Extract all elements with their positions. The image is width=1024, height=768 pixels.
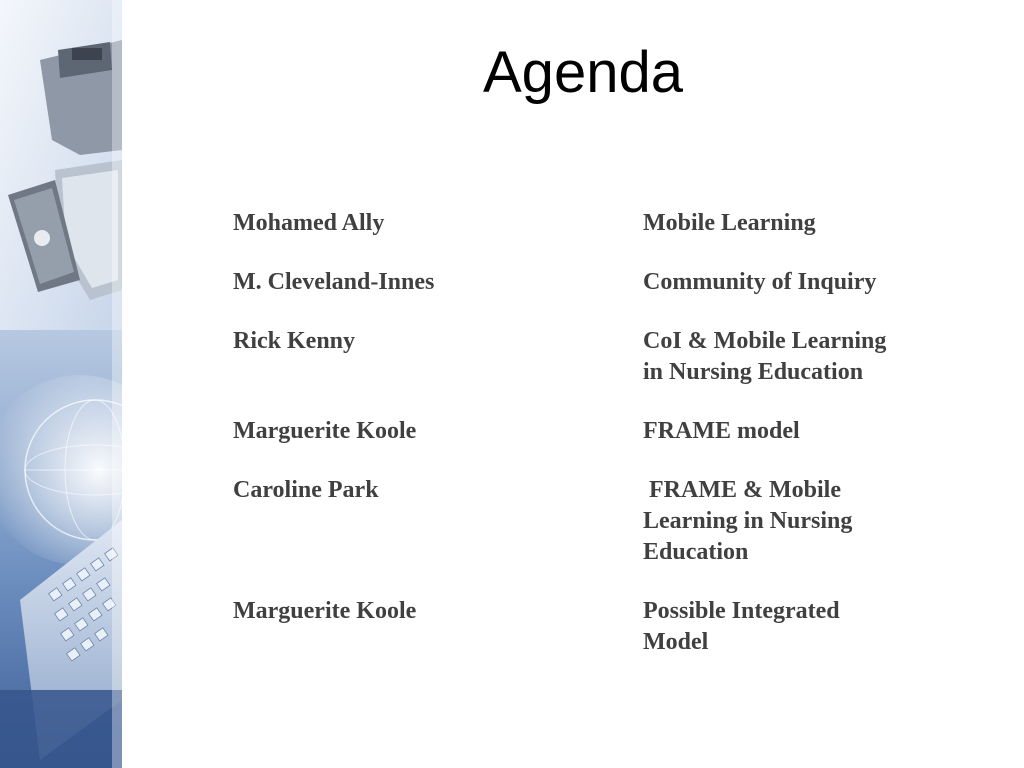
agenda-row bbox=[233, 208, 973, 239]
agenda-table bbox=[233, 208, 973, 686]
agenda-speaker: Marguerite Koole bbox=[233, 598, 417, 624]
agenda-speaker: Mohamed Ally bbox=[233, 210, 385, 236]
agenda-row bbox=[233, 416, 973, 447]
agenda-speaker: Rick Kenny bbox=[233, 328, 356, 354]
agenda-topic: Mobile Learning bbox=[643, 210, 816, 236]
agenda-topic: Community of Inquiry bbox=[643, 269, 877, 295]
agenda-topic: Possible Integrated Model bbox=[643, 598, 840, 655]
agenda-speaker: M. Cleveland-Innes bbox=[233, 269, 435, 295]
agenda-speaker: Caroline Park bbox=[233, 477, 379, 503]
slide-title-text: Agenda bbox=[483, 40, 683, 105]
agenda-topic: CoI & Mobile Learning in Nursing Education bbox=[643, 328, 887, 385]
agenda-topic: FRAME & Mobile Learning in Nursing Education bbox=[643, 477, 853, 565]
agenda-row bbox=[233, 326, 973, 388]
side-decorative-image bbox=[0, 0, 122, 768]
agenda-speaker: Marguerite Koole bbox=[233, 418, 417, 444]
agenda-row bbox=[233, 475, 973, 568]
agenda-topic: FRAME model bbox=[643, 418, 800, 444]
agenda-row bbox=[233, 596, 973, 658]
agenda-row bbox=[233, 267, 973, 298]
slide-title bbox=[122, 40, 1024, 105]
office-desk-keyboard-globe-photo bbox=[0, 0, 122, 768]
